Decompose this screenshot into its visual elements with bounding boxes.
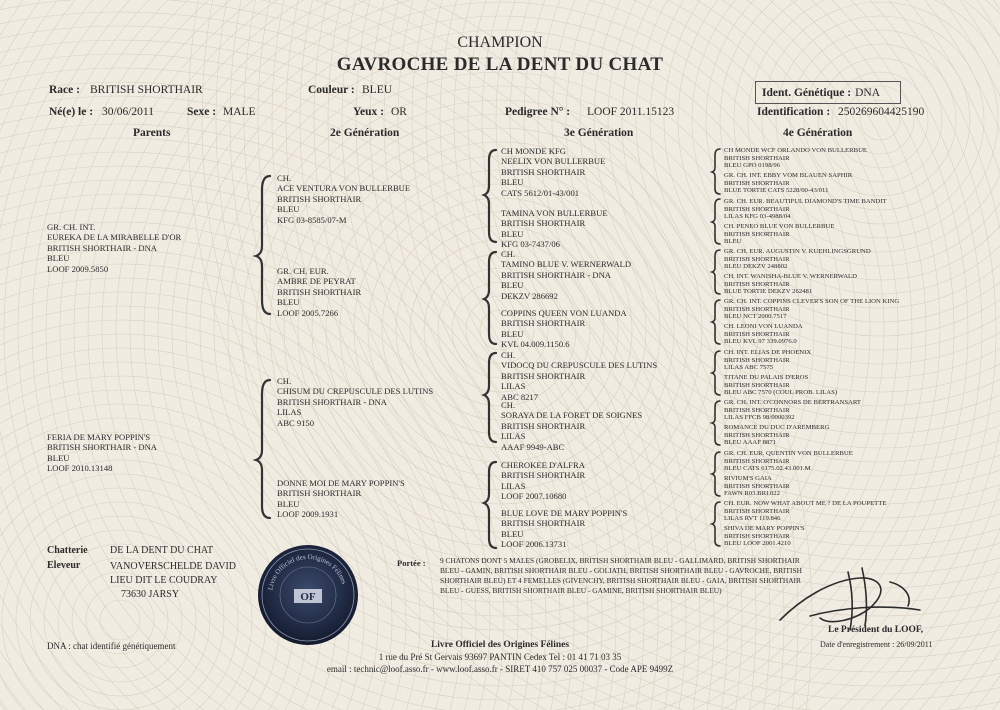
brace-gen4-3 (712, 250, 720, 294)
pedigree-line: GR. CH. EUR. (277, 266, 329, 276)
pedigree-line: VIDOCQ DU CREPUSCULE DES LUTINS (501, 360, 658, 371)
pedigree-line: BRITISH SHORTHAIR (277, 488, 362, 499)
sexe-value: MALE (223, 106, 256, 118)
pedigree-line: TITANE DU PALAIS D'EROS (724, 374, 809, 381)
pedigree-line: KFG 03-8585/07-M (277, 214, 347, 225)
pedigree-line: CHISUM DU CREPUSCULE DES LUTINS (277, 386, 434, 397)
pedigree-line: BRITISH SHORTHAIR (724, 330, 790, 338)
pedigree-line: CATS 5612/01-43/001 (501, 187, 580, 198)
pedigree-line: AMBRE DE PEYRAT (277, 276, 356, 287)
brace-gen4-1 (712, 149, 720, 194)
footer-contact: email : technic@loof.asso.fr - www.loof.asso.fr - SIRET 410 757 025 00037 - Code APE 9499Z (326, 664, 674, 674)
pedigree-line: ROMANCE DU DUC D'AREMBERG (724, 424, 830, 431)
pedigree-line: BRITISH SHORTHAIR (724, 532, 790, 540)
pedigree-line: BRITISH SHORTHAIR (724, 381, 790, 389)
pedigree-line: BLEU KVL 97 339.0976.0 (724, 338, 797, 345)
pedigree-line: CH. (501, 249, 516, 259)
pedigree-line: BRITISH SHORTHAIR (277, 286, 362, 297)
brace-gen3-1 (484, 150, 496, 242)
pedigree-line: BLEU (501, 177, 524, 188)
pedigree-line: COPPINS QUEEN VON LUANDA (501, 308, 627, 318)
portee-text: 9 CHATONS DONT 5 MALES (GROBELIX, BRITISH SHORTHAIR BLEU - GALLIMARD, BRITISH SHORTHAIR BLEU - GAMIN, BRITISH SHORTHAIR BLEU - GOLIATH, BRITISH SHORTHAIR BLEU - GAVROCHE, BRITISH SHORTHAIR BLEU) ET 4 FEMELLES (GIVENCHY, BRITISH SHORTHAIR BLEU - GAIA, BRITISH SHORTHAIR BLEU - GUESS, BRITISH SHORTHAIR BLEU - GAMINE, BRITISH SHORTHAIR BLEU) (440, 556, 802, 595)
pedigree-line: BRITISH SHORTHAIR (724, 230, 790, 238)
pedigree-line: KVL 04.009.1150.6 (501, 339, 570, 350)
pedigree-label: Pedigree N° : (505, 106, 571, 118)
pedigree-line: BRITISH SHORTHAIR (724, 482, 790, 490)
pedigree-line: DONNE MOI DE MARY POPPIN'S (277, 478, 405, 488)
brace-gen4-6 (712, 401, 720, 445)
birth-date-value: 30/06/2011 (102, 106, 154, 118)
address-line: 73630 JARSY (121, 589, 180, 600)
pedigree-line: LILAS (277, 407, 302, 418)
pedigree-line: LILAS (501, 431, 526, 442)
header-gen4: 4e Génération (783, 127, 853, 139)
dna-note: DNA : chat identifié génétiquement (47, 641, 176, 651)
pedigree-line: BLEU (501, 280, 524, 291)
pedigree-line: LOOF 2009.5850 (47, 263, 109, 274)
pedigree-line: CH. (277, 376, 292, 386)
identification-value: 250269604425190 (838, 106, 925, 118)
pedigree-line: GR. CH. EUR. AUGUSTIN V. KUEHLINGSGRUND (724, 248, 871, 255)
pedigree-line: CH. PENEO BLUE VON BULLERBUE (724, 223, 835, 230)
pedigree-line: BLEU (501, 528, 524, 539)
pedigree-line: BRITISH SHORTHAIR (724, 305, 790, 313)
identification-label: Identification : (757, 106, 831, 118)
pedigree-line: BRITISH SHORTHAIR (724, 406, 790, 414)
pedigree-line: LILAS (501, 480, 526, 491)
footer-address: 1 rue du Pré St Gervais 93697 PANTIN Cedex Tel : 01 41 71 03 35 (378, 652, 622, 662)
pedigree-line: BRITISH SHORTHAIR (501, 370, 586, 381)
pedigree-line: BRITISH SHORTHAIR (724, 356, 790, 364)
pedigree-line: RIVIUM'S GAIA (724, 475, 772, 482)
pedigree-line: BRITISH SHORTHAIR (724, 205, 790, 213)
yeux-label: Yeux : (353, 106, 384, 118)
couleur-value: BLEU (362, 84, 393, 96)
brace-gen4-2 (712, 199, 720, 244)
pedigree-line: BRITISH SHORTHAIR (724, 154, 790, 162)
pedigree-line: LOOF 2006.13731 (501, 539, 567, 550)
race-value: BRITISH SHORTHAIR (90, 84, 203, 96)
brace-gen4-5 (712, 351, 720, 395)
pedigree-line: CH. EUR. NOW WHAT ABOUT ME ? DE LA POUPETTE (724, 500, 887, 507)
pedigree-line: GR. CH. INT. EBBY VOM BLAUEN SAPHIR (724, 172, 853, 179)
brace-gen3-4 (484, 462, 496, 548)
birth-date-label: Né(e) le : (49, 106, 94, 118)
pedigree-line: CH. LEONI VON LUANDA (724, 323, 803, 330)
pedigree-line: SORAYA DE LA FORET DE SOIGNES (501, 410, 643, 421)
pedigree-line: CH. (501, 350, 516, 360)
pedigree-line: BLEU (724, 238, 742, 245)
pedigree-value: LOOF 2011.15123 (587, 106, 675, 118)
pedigree-line: BLEU LOOF 2001.4210 (724, 540, 791, 547)
loof-seal (256, 543, 360, 647)
pedigree-line: BLEU NCT 2000.7517 (724, 313, 787, 320)
pedigree-line: LILAS (501, 381, 526, 392)
date-enregistrement: Date d'enregistrement : 26/09/2011 (820, 640, 933, 649)
pedigree-line: GR. CH. EUR. BEAUTIFUL DIAMOND'S TIME BANDIT (724, 198, 887, 205)
pedigree-line: GR. CH. INT. COPPINS CLEVER'S SON OF THE LION KING (724, 298, 900, 305)
pedigree-line: BLEU (277, 498, 300, 509)
pedigree-line: BLEU DEKZV 248802 (724, 263, 788, 270)
pedigree-line: LOOF 2005.7266 (277, 307, 339, 318)
ident-genetique-label: Ident. Génétique : (762, 87, 852, 99)
pedigree-line: NEELIX VON BULLERBUE (501, 156, 606, 167)
title-champion: CHAMPION (457, 34, 543, 51)
pedigree-line: LOOF 2010.13148 (47, 463, 113, 474)
pedigree-line: BLUE TORTIE CATS 5228/00-43/011 (724, 187, 829, 194)
pedigree-line: BRITISH SHORTHAIR - DNA (501, 269, 612, 280)
pedigree-line: CH. (277, 173, 292, 183)
pedigree-line: BRITISH SHORTHAIR (724, 179, 790, 187)
brace-gen4-7 (712, 452, 720, 496)
pedigree-line: ABC 9150 (277, 417, 315, 428)
pedigree-line: AAAF 9949-ABC (501, 441, 565, 452)
pedigree-line: GR. CH. INT. (47, 222, 96, 232)
address-line: LIEU DIT LE COUDRAY (110, 575, 218, 586)
couleur-label: Couleur : (308, 84, 355, 96)
brace-gen2-top (256, 176, 270, 314)
pedigree-line: BLUE TORTIE DEKZV 262481 (724, 288, 813, 295)
pedigree-line: FAWN R03.BRI.022 (724, 490, 780, 497)
pedigree-line: CH. INT. WANISHA-BLUE V. WERNERWALD (724, 273, 857, 280)
pedigree-line: TAMINO BLUE V. WERNERWALD (501, 259, 632, 270)
seal-text: Livre Officiel des Origines Félines (266, 552, 349, 591)
chatterie-label: Chatterie (47, 545, 88, 556)
pedigree-line: KFG 03-7437/06 (501, 239, 560, 250)
pedigree-line: BLEU GPO 0198/96 (724, 162, 781, 169)
address-line: VANOVERSCHELDE DAVID (110, 561, 237, 572)
pedigree-line: BLEU (277, 297, 300, 308)
pedigree-line: BLEU ABC 7570 (COUL PROB. LILAS) (724, 389, 838, 396)
brace-gen3-3 (484, 353, 496, 442)
pedigree-line: BRITISH SHORTHAIR (277, 193, 362, 204)
pedigree-line: LILAS FFCB 98/0000392 (724, 414, 795, 421)
pedigree-line: BLEU (47, 253, 70, 264)
pedigree-line: EUREKA DE LA MIRABELLE D'OR (47, 232, 182, 243)
pedigree-line: BLUE LOVE DE MARY POPPIN'S (501, 508, 628, 518)
pedigree-line: BLEU (277, 204, 300, 215)
pedigree-line: FERIA DE MARY POPPIN'S (47, 432, 151, 442)
pedigree-line: CHEROKEE D'ALFRA (501, 460, 585, 470)
pedigree-line: GR. CH. EUR. QUENTIN VON BULLERBUE (724, 450, 853, 457)
pedigree-line: CH MONDE WCF ORLANDO VON BULLERBUE (724, 147, 867, 154)
pedigree-line: BRITISH SHORTHAIR (501, 166, 586, 177)
ident-genetique-value: DNA (855, 87, 881, 99)
pedigree-line: BLEU AAAF 8871 (724, 439, 777, 446)
pedigree-line: BRITISH SHORTHAIR (501, 218, 586, 229)
brace-gen2-bottom (256, 380, 270, 518)
portee-label: Portée : (397, 558, 426, 568)
sexe-label: Sexe : (187, 106, 217, 118)
pedigree-line: BRITISH SHORTHAIR (501, 470, 586, 481)
pedigree-line: BRITISH SHORTHAIR (501, 318, 586, 329)
pedigree-line: BRITISH SHORTHAIR - DNA (47, 442, 158, 453)
pedigree-line: BRITISH SHORTHAIR (724, 255, 790, 263)
brace-gen3-2 (484, 252, 496, 344)
pedigree-line: BLEU (501, 228, 524, 239)
pedigree-line: BRITISH SHORTHAIR (724, 457, 790, 465)
president-label: Le Président du LOOF, (828, 625, 924, 635)
pedigree-line: ABC 8217 (501, 391, 539, 402)
pedigree-line: BRITISH SHORTHAIR (501, 420, 586, 431)
pedigree-line: LILAS ABC 7575 (724, 364, 774, 371)
header-gen3: 3e Génération (564, 127, 634, 139)
header-parents: Parents (133, 127, 171, 139)
pedigree-line: BLEU (47, 452, 70, 463)
brace-gen4-4 (712, 300, 720, 344)
header-gen2: 2e Génération (330, 127, 400, 139)
pedigree-line: BRITISH SHORTHAIR (724, 507, 790, 515)
yeux-value: OR (391, 106, 407, 118)
pedigree-line: SHIVA DE MARY POPPIN'S (724, 525, 805, 532)
pedigree-line: BRITISH SHORTHAIR (724, 280, 790, 288)
pedigree-line: BLEU (501, 328, 524, 339)
seal-mark: OF (300, 591, 316, 603)
pedigree-line: LILAS KFG 03-4988/04 (724, 213, 791, 220)
pedigree-line: DEKZV 286692 (501, 290, 558, 301)
pedigree-line: BRITISH SHORTHAIR (724, 431, 790, 439)
race-label: Race : (49, 84, 80, 96)
eleveur-label: Eleveur (47, 560, 81, 571)
footer-org: Livre Officiel des Origines Félines (430, 640, 570, 650)
pedigree-line: TAMINA VON BULLERBUE (501, 208, 608, 218)
chatterie-value: DE LA DENT DU CHAT (110, 545, 214, 556)
pedigree-line: CH MONDE KFG (501, 146, 566, 156)
pedigree-line: CH. (501, 400, 516, 410)
pedigree-line: GR. CH. INT. O'CONNORS DE BERTRANSART (724, 399, 862, 406)
cat-name: GAVROCHE DE LA DENT DU CHAT (336, 54, 664, 75)
pedigree-line: LILAS RVT 119.846 (724, 515, 781, 522)
pedigree-line: LOOF 2007.10680 (501, 491, 567, 502)
pedigree-line: BRITISH SHORTHAIR - DNA (47, 242, 158, 253)
pedigree-line: CH. INT. ELIAS DE PHOENIX (724, 349, 812, 356)
pedigree-line: BRITISH SHORTHAIR (501, 518, 586, 529)
pedigree-line: BLEU CATS 6175.02.43.001.M (724, 465, 811, 472)
pedigree-line: BRITISH SHORTHAIR - DNA (277, 396, 388, 407)
pedigree-line: LOOF 2009.1931 (277, 509, 339, 520)
brace-gen4-8 (712, 502, 720, 546)
eleveur-address (110, 560, 236, 602)
pedigree-line: ACE VENTURA VON BULLERBUE (277, 183, 411, 194)
